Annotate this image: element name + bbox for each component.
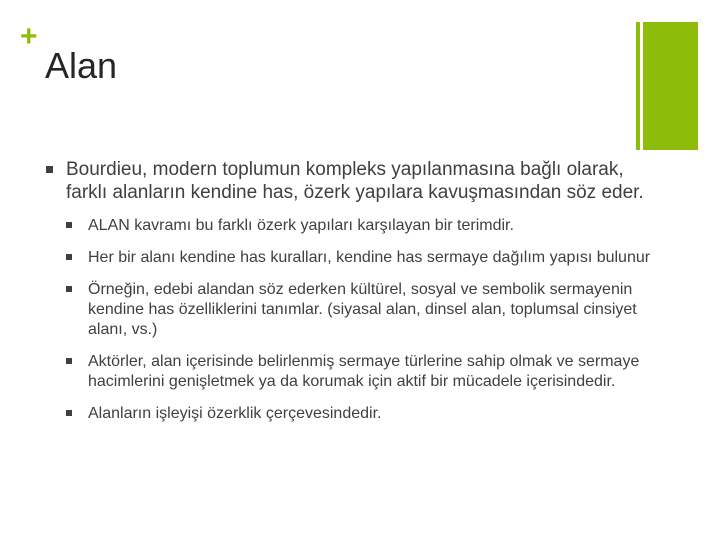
sub-bullet-text: Alanların işleyişi özerklik çerçevesindedir. [88, 405, 382, 422]
accent-bar-thick [643, 22, 698, 150]
sub-bullet-text: ALAN kavramı bu farklı özerk yapıları karşılayan bir terimdir. [88, 217, 514, 234]
sub-bullet [66, 404, 666, 424]
plus-decoration: + [20, 20, 38, 53]
bullet-square-icon [66, 254, 72, 260]
bullet-square-icon [66, 358, 72, 364]
sub-bullet [66, 248, 666, 268]
bullet-square-icon [66, 410, 72, 416]
accent-bar-thin [636, 22, 640, 150]
sub-bullet-text: Örneğin, edebi alandan söz ederken kültürel, sosyal ve sembolik sermayenin kendine has özelliklerini tanımlar. (siyasal alan, dinsel alan, toplumsal cinsiyet alanı, vs.) [88, 281, 637, 338]
bullet-square-icon [66, 222, 72, 228]
slide-content [46, 158, 666, 436]
bullet-square-icon [46, 166, 53, 173]
sub-bullet-text: Aktörler, alan içerisinde belirlenmiş sermaye türlerine sahip olmak ve sermaye hacimlerini genişletmek ya da korumak için aktif bir mücadele içerisindedir. [88, 353, 640, 390]
sub-bullet [66, 280, 666, 340]
main-bullet-text: Bourdieu, modern toplumun kompleks yapılanmasına bağlı olarak, farklı alanların kendine has, özerk yapılara kavuşmasından söz eder. [66, 159, 644, 203]
main-bullet [46, 158, 666, 204]
slide-title: Alan [45, 45, 118, 86]
sub-bullet [66, 216, 666, 236]
bullet-square-icon [66, 286, 72, 292]
sub-bullet [66, 352, 666, 392]
sub-bullet-list [46, 216, 666, 424]
sub-bullet-text: Her bir alanı kendine has kuralları, kendine has sermaye dağılım yapısı bulunur [88, 249, 651, 266]
